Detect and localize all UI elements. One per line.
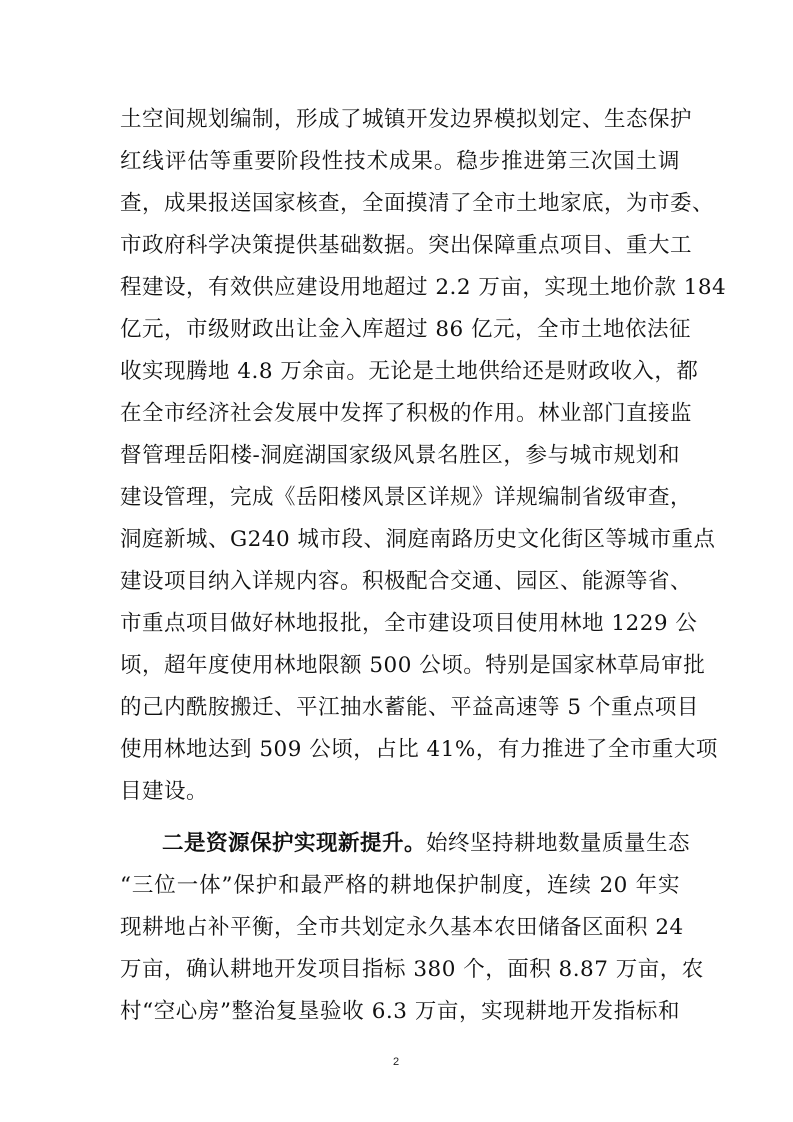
body-text-line: 亿元，市级财政出让金入库超过 86 亿元，全市土地依法征 [120,317,692,342]
body-text-line: 建设项目纳入详规内容。积极配合交通、园区、能源等省、 [120,569,693,594]
body-text-line: 查，成果报送国家核查，全面摸清了全市土地家底，为市委、 [120,191,715,216]
section-first-line-text: 始终坚持耕地数量质量生态 [426,831,691,856]
body-text-line: 建设管理，完成《岳阳楼风景区详规》详规编制省级审查， [120,485,693,510]
body-text-line: “三位一体”保护和最严格的耕地保护制度，连续 20 年实 [120,873,680,898]
body-text-line: 目建设。 [120,779,209,804]
body-text-line: 在全市经济社会发展中发挥了积极的作用。林业部门直接监 [120,401,693,426]
body-text-line: 现耕地占补平衡，全市共划定永久基本农田储备区面积 24 [120,915,684,940]
body-text-line: 市政府科学决策提供基础数据。突出保障重点项目、重大工 [120,233,693,258]
body-text-line: 使用林地达到 509 公顷，占比 41%，有力推进了全市重大项 [120,737,718,762]
body-text-line: 洞庭新城、G240 城市段、洞庭南路历史文化街区等城市重点 [120,527,716,552]
body-text-line: 土空间规划编制，形成了城镇开发边界模拟划定、生态保护 [120,107,693,132]
section-first-line [162,827,691,861]
body-text-line: 市重点项目做好林地报批，全市建设项目使用林地 1229 公 [120,611,698,636]
body-text-line: 收实现腾地 4.8 万余亩。无论是土地供给还是财政收入，都 [120,359,699,384]
body-text-line: 的己内酰胺搬迁、平江抽水蓄能、平益高速等 5 个重点项目 [120,695,699,720]
body-text-line: 顷，超年度使用林地限额 500 公顷。特别是国家林草局审批 [120,653,706,678]
body-text-line: 督管理岳阳楼-洞庭湖国家级风景名胜区，参与城市规划和 [120,443,680,468]
body-text-line: 万亩，确认耕地开发项目指标 380 个，面积 8.87 万亩，农 [120,957,704,982]
body-text-line: 村“空心房”整治复垦验收 6.3 万亩，实现耕地开发指标和 [120,999,680,1024]
section-heading: 二是资源保护实现新提升。 [162,831,427,856]
body-text-line: 红线评估等重要阶段性技术成果。稳步推进第三次国土调 [120,149,680,174]
page-number: 2 [392,1056,400,1068]
body-text-line: 程建设，有效供应建设用地超过 2.2 万亩，实现土地价款 184 [120,275,727,300]
